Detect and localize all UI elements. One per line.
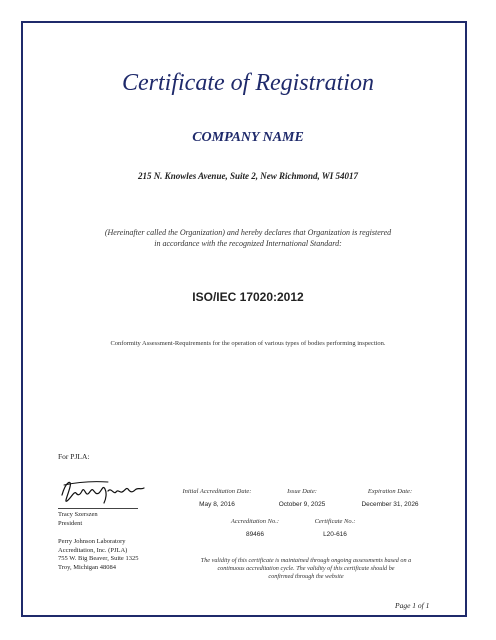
issue-date-label: Issue Date: bbox=[287, 488, 317, 495]
organization-address bbox=[58, 538, 138, 572]
declaration-line-2: in accordance with the recognized International Standard: bbox=[154, 239, 342, 248]
validity-line-1: The validity of this certificate is maintained through ongoing assessments based on a bbox=[200, 557, 412, 564]
validity-line-2: continuous accreditation cycle. The validity of this certificate should be bbox=[217, 565, 395, 572]
signature-image bbox=[58, 473, 148, 507]
signature-line bbox=[58, 508, 138, 509]
certificate-title: Certificate of Registration bbox=[122, 70, 374, 96]
accreditation-no-value: 89466 bbox=[245, 531, 265, 538]
validity-line-3: confirmed through the website bbox=[268, 573, 344, 580]
company-name: COMPANY NAME bbox=[192, 130, 304, 145]
for-pjla-label: For PJLA: bbox=[58, 452, 90, 461]
certificate-no-value: L20-616 bbox=[323, 531, 347, 538]
validity-statement bbox=[175, 557, 437, 581]
initial-date-label: Initial Accreditation Date: bbox=[182, 488, 252, 495]
signer-block bbox=[58, 510, 98, 528]
org-line-4: Troy, Michigan 48084 bbox=[58, 563, 117, 571]
page-number: Page 1 of 1 bbox=[395, 601, 430, 610]
expiration-date-value: December 31, 2026 bbox=[361, 501, 419, 508]
issue-date-value: October 9, 2025 bbox=[278, 501, 326, 508]
org-line-3: 755 W. Big Beaver, Suite 1325 bbox=[58, 555, 139, 562]
scope-text: Conformity Assessment-Requirements for the operation of various types of bodies performing inspection. bbox=[110, 340, 386, 347]
certificate-no-label: Certificate No.: bbox=[314, 518, 356, 525]
signer-title: President bbox=[58, 520, 83, 527]
standard-name: ISO/IEC 17020:2012 bbox=[192, 290, 304, 304]
initial-date-value: May 8, 2016 bbox=[199, 501, 235, 508]
org-line-1: Perry Johnson Laboratory bbox=[58, 538, 126, 545]
signer-name: Tracy Szerszen bbox=[58, 511, 98, 518]
company-address: 215 N. Knowles Avenue, Suite 2, New Richmond, WI 54017 bbox=[137, 171, 359, 181]
org-line-2: Accreditation, Inc. (PJLA) bbox=[58, 546, 128, 554]
declaration-text bbox=[80, 227, 416, 249]
declaration-line-1: (Hereinafter called the Organization) and hereby declares that Organization is registered bbox=[104, 228, 392, 237]
accreditation-no-label: Accreditation No.: bbox=[230, 518, 280, 525]
expiration-date-label: Expiration Date: bbox=[367, 488, 413, 495]
